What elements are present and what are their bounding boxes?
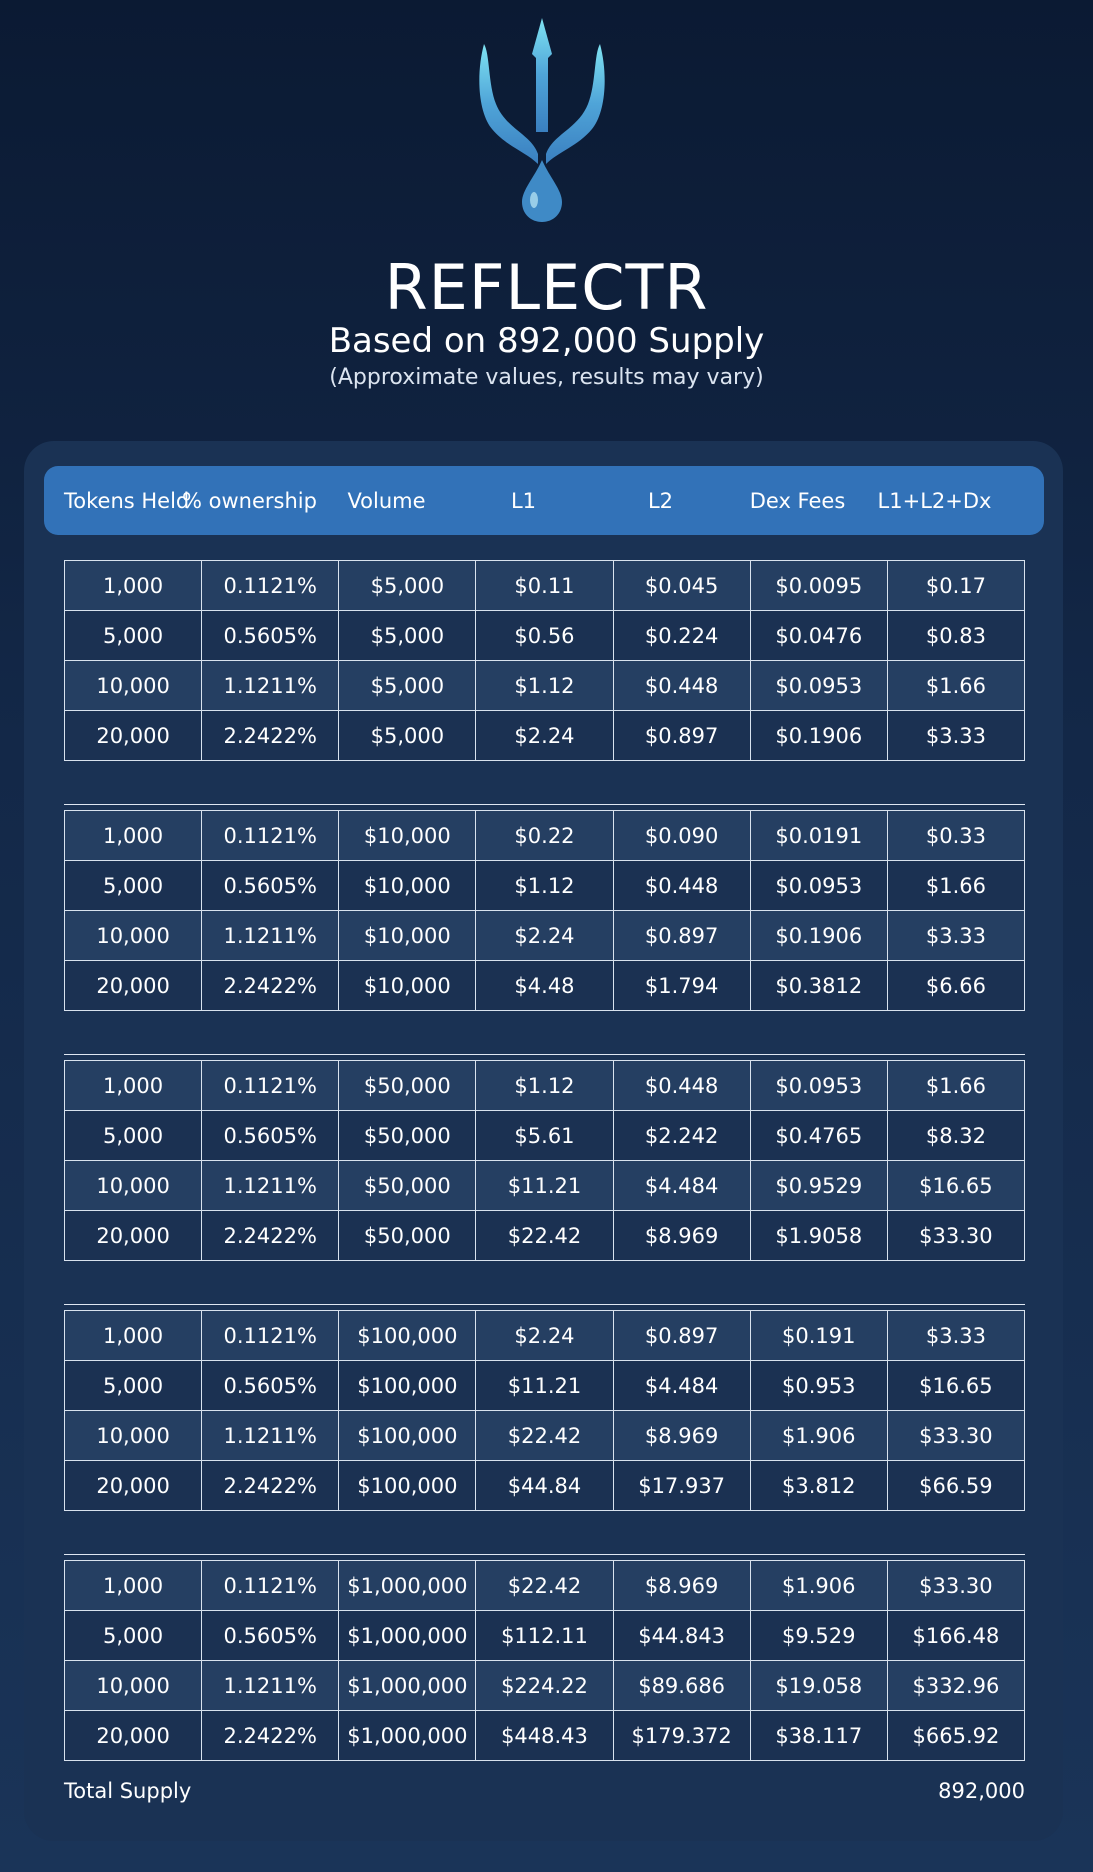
table-cell: $2.242 xyxy=(613,1111,750,1161)
table-cell: $22.42 xyxy=(476,1561,613,1611)
table-row xyxy=(65,1711,1025,1761)
data-table xyxy=(64,1560,1025,1761)
table-cell: $11.21 xyxy=(476,1361,613,1411)
table-cell: 1,000 xyxy=(65,811,202,861)
table-cell: $3.33 xyxy=(887,711,1024,761)
table-cell: 20,000 xyxy=(65,711,202,761)
table-row xyxy=(65,961,1025,1011)
table-cell: 1.1211% xyxy=(202,1411,339,1461)
table-cell: $5,000 xyxy=(339,561,476,611)
table-cell: $0.56 xyxy=(476,611,613,661)
table-cell: $10,000 xyxy=(339,911,476,961)
table-cell: $0.448 xyxy=(613,861,750,911)
table-cell: $0.33 xyxy=(887,811,1024,861)
table-cell: $33.30 xyxy=(887,1211,1024,1261)
table-row xyxy=(65,1611,1025,1661)
table-cell: $0.897 xyxy=(613,711,750,761)
table-cell: 2.2422% xyxy=(202,1461,339,1511)
table-row xyxy=(65,1061,1025,1111)
table-cell: $16.65 xyxy=(887,1161,1024,1211)
data-table xyxy=(64,1310,1025,1511)
table-cell: 0.1121% xyxy=(202,1061,339,1111)
table-cell: $1.906 xyxy=(750,1411,887,1461)
table-cell: $100,000 xyxy=(339,1461,476,1511)
table-row xyxy=(65,1661,1025,1711)
table-row xyxy=(65,711,1025,761)
table-cell: $665.92 xyxy=(887,1711,1024,1761)
table-cell: 2.2422% xyxy=(202,711,339,761)
column-header: Volume xyxy=(347,488,426,513)
table-cell: 10,000 xyxy=(65,661,202,711)
table-cell: 2.2422% xyxy=(202,961,339,1011)
table-cell: 0.1121% xyxy=(202,1311,339,1361)
table-cell: $22.42 xyxy=(476,1411,613,1461)
table-cell: 0.5605% xyxy=(202,1611,339,1661)
table-cell: $89.686 xyxy=(613,1661,750,1711)
table-cell: $112.11 xyxy=(476,1611,613,1661)
table-cell: $0.897 xyxy=(613,1311,750,1361)
total-supply-row xyxy=(64,1779,1025,1809)
table-cell: $2.24 xyxy=(476,1311,613,1361)
table-cell: $0.22 xyxy=(476,811,613,861)
table-cell: $100,000 xyxy=(339,1361,476,1411)
group-separator xyxy=(64,1304,1025,1305)
table-row xyxy=(65,1361,1025,1411)
table-cell: 0.5605% xyxy=(202,611,339,661)
table-cell: $17.937 xyxy=(613,1461,750,1511)
volume-group xyxy=(64,810,1025,1011)
table-row xyxy=(65,861,1025,911)
table-cell: $44.843 xyxy=(613,1611,750,1661)
table-cell: $1,000,000 xyxy=(339,1611,476,1661)
table-cell: $1.9058 xyxy=(750,1211,887,1261)
table-cell: $16.65 xyxy=(887,1361,1024,1411)
table-cell: $0.0095 xyxy=(750,561,887,611)
table-row xyxy=(65,611,1025,661)
volume-group xyxy=(64,1060,1025,1261)
table-cell: $0.3812 xyxy=(750,961,887,1011)
table-cell: $0.0953 xyxy=(750,861,887,911)
table-cell: 20,000 xyxy=(65,1461,202,1511)
table-cell: $1.12 xyxy=(476,861,613,911)
table-cell: 1.1211% xyxy=(202,911,339,961)
table-cell: $38.117 xyxy=(750,1711,887,1761)
table-cell: $5,000 xyxy=(339,661,476,711)
table-cell: $50,000 xyxy=(339,1111,476,1161)
table-row xyxy=(65,1561,1025,1611)
group-separator xyxy=(64,1054,1025,1055)
table-cell: $5,000 xyxy=(339,611,476,661)
table-row xyxy=(65,1411,1025,1461)
table-cell: $332.96 xyxy=(887,1661,1024,1711)
table-cell: $33.30 xyxy=(887,1561,1024,1611)
table-cell: 1.1211% xyxy=(202,1161,339,1211)
table-cell: $0.224 xyxy=(613,611,750,661)
table-cell: $3.33 xyxy=(887,1311,1024,1361)
table-cell: $44.84 xyxy=(476,1461,613,1511)
table-cell: $2.24 xyxy=(476,911,613,961)
table-cell: 0.1121% xyxy=(202,811,339,861)
table-cell: $3.33 xyxy=(887,911,1024,961)
table-row xyxy=(65,1211,1025,1261)
table-cell: $8.969 xyxy=(613,1411,750,1461)
table-cell: $0.953 xyxy=(750,1361,887,1411)
table-cell: $1.906 xyxy=(750,1561,887,1611)
table-cell: $4.484 xyxy=(613,1161,750,1211)
table-cell: 20,000 xyxy=(65,1711,202,1761)
table-cell: $0.4765 xyxy=(750,1111,887,1161)
table-cell: $50,000 xyxy=(339,1161,476,1211)
table-row xyxy=(65,1111,1025,1161)
table-cell: 10,000 xyxy=(65,1161,202,1211)
table-cell: $224.22 xyxy=(476,1661,613,1711)
table-cell: 10,000 xyxy=(65,1411,202,1461)
table-cell: 0.5605% xyxy=(202,861,339,911)
table-cell: $5.61 xyxy=(476,1111,613,1161)
table-row xyxy=(65,1161,1025,1211)
table-cell: $0.0953 xyxy=(750,661,887,711)
table-cell: 5,000 xyxy=(65,611,202,661)
table-cell: $0.17 xyxy=(887,561,1024,611)
table-cell: $1,000,000 xyxy=(339,1561,476,1611)
table-cell: 5,000 xyxy=(65,1611,202,1661)
table-cell: 0.5605% xyxy=(202,1111,339,1161)
column-header: L1+L2+Dx xyxy=(877,488,992,513)
table-cell: $166.48 xyxy=(887,1611,1024,1661)
table-cell: $50,000 xyxy=(339,1211,476,1261)
total-supply-value: 892,000 xyxy=(938,1779,1025,1803)
table-cell: $100,000 xyxy=(339,1311,476,1361)
table-cell: $19.058 xyxy=(750,1661,887,1711)
page-title: REFLECTR xyxy=(384,251,709,324)
table-cell: 1,000 xyxy=(65,1561,202,1611)
table-cell: 1.1211% xyxy=(202,1661,339,1711)
table-cell: $1,000,000 xyxy=(339,1661,476,1711)
table-cell: $1.66 xyxy=(887,1061,1024,1111)
table-row xyxy=(65,661,1025,711)
table-cell: $11.21 xyxy=(476,1161,613,1211)
table-cell: $448.43 xyxy=(476,1711,613,1761)
volume-group xyxy=(64,1310,1025,1511)
group-separator xyxy=(64,804,1025,805)
table-cell: 1.1211% xyxy=(202,661,339,711)
table-row xyxy=(65,1461,1025,1511)
table-cell: $22.42 xyxy=(476,1211,613,1261)
table-cell: $100,000 xyxy=(339,1411,476,1461)
volume-group xyxy=(64,560,1025,761)
column-header: % ownership xyxy=(182,488,317,513)
table-cell: $5,000 xyxy=(339,711,476,761)
table-cell: $9.529 xyxy=(750,1611,887,1661)
data-table xyxy=(64,810,1025,1011)
table-cell: $8.32 xyxy=(887,1111,1024,1161)
table-cell: $179.372 xyxy=(613,1711,750,1761)
table-cell: $1.66 xyxy=(887,861,1024,911)
table-row xyxy=(65,811,1025,861)
table-cell: $0.83 xyxy=(887,611,1024,661)
table-cell: $10,000 xyxy=(339,811,476,861)
table-cell: 5,000 xyxy=(65,1361,202,1411)
data-table xyxy=(64,560,1025,761)
column-header: L1 xyxy=(510,488,537,513)
table-cell: 0.1121% xyxy=(202,1561,339,1611)
table-row xyxy=(65,911,1025,961)
table-cell: 20,000 xyxy=(65,1211,202,1261)
column-header: Dex Fees xyxy=(749,488,846,513)
table-cell: 1,000 xyxy=(65,561,202,611)
table-cell: 1,000 xyxy=(65,1311,202,1361)
table-cell: $1.794 xyxy=(613,961,750,1011)
table-cell: 20,000 xyxy=(65,961,202,1011)
table-cell: $0.1906 xyxy=(750,711,887,761)
disclaimer-note: (Approximate values, results may vary) xyxy=(329,365,764,390)
table-cell: 5,000 xyxy=(65,861,202,911)
table-cell: $0.11 xyxy=(476,561,613,611)
group-separator xyxy=(64,1554,1025,1555)
table-cell: 10,000 xyxy=(65,1661,202,1711)
table-cell: $1.66 xyxy=(887,661,1024,711)
table-cell: $10,000 xyxy=(339,861,476,911)
table-cell: $66.59 xyxy=(887,1461,1024,1511)
trident-drop-icon xyxy=(476,14,608,226)
table-cell: $0.9529 xyxy=(750,1161,887,1211)
table-cell: 2.2422% xyxy=(202,1211,339,1261)
table-cell: $8.969 xyxy=(613,1561,750,1611)
table-cell: 2.2422% xyxy=(202,1711,339,1761)
table-cell: $1,000,000 xyxy=(339,1711,476,1761)
table-cell: $1.12 xyxy=(476,1061,613,1111)
table-cell: 10,000 xyxy=(65,911,202,961)
table-cell: $0.045 xyxy=(613,561,750,611)
table-cell: $0.090 xyxy=(613,811,750,861)
table-cell: 5,000 xyxy=(65,1111,202,1161)
table-cell: 1,000 xyxy=(65,1061,202,1111)
column-header: Tokens Held xyxy=(64,488,190,513)
table-cell: $0.0953 xyxy=(750,1061,887,1111)
table-cell: $1.12 xyxy=(476,661,613,711)
total-supply-label: Total Supply xyxy=(64,1779,192,1803)
table-cell: $4.48 xyxy=(476,961,613,1011)
table-cell: $0.1906 xyxy=(750,911,887,961)
table-cell: $0.897 xyxy=(613,911,750,961)
table-cell: $50,000 xyxy=(339,1061,476,1111)
table-cell: $33.30 xyxy=(887,1411,1024,1461)
table-header xyxy=(44,466,1044,535)
table-cell: $0.0476 xyxy=(750,611,887,661)
table-row xyxy=(65,561,1025,611)
table-cell: $0.191 xyxy=(750,1311,887,1361)
table-cell: $4.484 xyxy=(613,1361,750,1411)
table-cell: $0.448 xyxy=(613,1061,750,1111)
table-cell: $0.0191 xyxy=(750,811,887,861)
data-table xyxy=(64,1060,1025,1261)
table-cell: 0.1121% xyxy=(202,561,339,611)
table-cell: $10,000 xyxy=(339,961,476,1011)
table-row xyxy=(65,1311,1025,1361)
volume-group xyxy=(64,1560,1025,1761)
column-header: L2 xyxy=(647,488,674,513)
table-cell: 0.5605% xyxy=(202,1361,339,1411)
page-subtitle: Based on 892,000 Supply xyxy=(328,321,765,361)
table-cell: $0.448 xyxy=(613,661,750,711)
table-cell: $8.969 xyxy=(613,1211,750,1261)
table-cell: $2.24 xyxy=(476,711,613,761)
table-cell: $3.812 xyxy=(750,1461,887,1511)
table-cell: $6.66 xyxy=(887,961,1024,1011)
